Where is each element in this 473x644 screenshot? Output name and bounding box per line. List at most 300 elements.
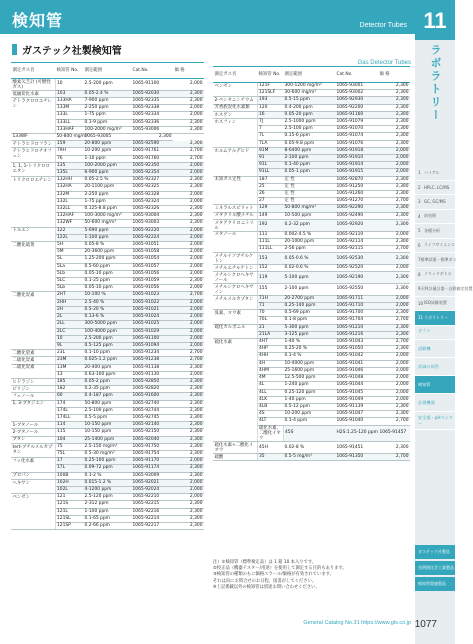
tube-number-cell: 9L bbox=[55, 342, 83, 349]
range-cell: 1-240 ppm bbox=[283, 382, 335, 389]
cat-number-cell: 1065-92335 bbox=[131, 98, 173, 105]
sidebar-item-label: 前処理 bbox=[424, 213, 436, 219]
cat-number-cell: 1065-91170 bbox=[131, 458, 173, 465]
range-cell: 定 性 bbox=[283, 176, 335, 183]
cat-number-cell: 1065-92217 bbox=[131, 522, 173, 529]
gas-name-cell: ヘキサン bbox=[11, 479, 55, 493]
tube-number-cell: 100B bbox=[55, 472, 83, 479]
range-cell: 2.5-1000 ppm bbox=[283, 119, 335, 126]
sidebar-sub-item[interactable]: ガラス bbox=[415, 322, 455, 340]
tube-number-cell: 149 bbox=[257, 212, 283, 219]
tube-number-cell: 4M bbox=[257, 375, 283, 382]
tube-number-cell: 91M bbox=[257, 147, 283, 154]
tube-number-cell: 5M bbox=[55, 249, 83, 256]
sidebar-brand-item[interactable]: 光明理化学工業製品 bbox=[415, 561, 455, 575]
price-cell: 2,700 bbox=[378, 317, 410, 324]
range-cell: 100-2000 mg/m³ bbox=[83, 126, 131, 133]
gas-name-cell: 硫化水素 bbox=[213, 339, 257, 442]
tube-number-cell: 102L bbox=[55, 486, 83, 493]
price-cell: 2,300 bbox=[378, 212, 410, 219]
cat-number-cell: 1065-93005 bbox=[83, 134, 131, 141]
range-cell: 0.025-1.2 ppm bbox=[83, 357, 131, 364]
column-header: 価 格 bbox=[173, 63, 204, 79]
tube-number-cell: 91LL bbox=[257, 169, 283, 176]
tube-number-cell: 7LA bbox=[257, 140, 283, 147]
cat-number-cell: 1065-92115 bbox=[335, 246, 378, 253]
cat-number-cell: 1065-91174 bbox=[131, 465, 173, 472]
cat-number-cell: 1065-91048 bbox=[335, 375, 378, 382]
price-cell: 2,300 bbox=[378, 90, 410, 97]
cat-number-cell: 1065-91100 bbox=[131, 335, 173, 342]
tube-number-cell: 5H bbox=[55, 242, 83, 249]
range-cell: 25-1600 ppm bbox=[283, 367, 335, 374]
price-cell: 2,000 bbox=[378, 353, 410, 360]
range-cell: 20-1100 ppm bbox=[83, 184, 131, 191]
price-cell: 2,000 bbox=[173, 486, 204, 493]
cat-number-cell: 1065-91023 bbox=[131, 292, 173, 299]
price-cell: 2,300 bbox=[378, 111, 410, 118]
tube-number-cell: 27 bbox=[257, 198, 283, 205]
tube-number-cell: 104 bbox=[55, 436, 83, 443]
sub-index bbox=[415, 322, 455, 430]
cat-number-cell: 1065-92021 bbox=[131, 479, 173, 486]
price-cell: 2,700 bbox=[378, 454, 410, 461]
range-cell: 2-100 ppm bbox=[283, 284, 335, 296]
price-cell: 2,700 bbox=[173, 148, 204, 155]
price-cell: 2,700 bbox=[378, 418, 410, 425]
price-cell: 2,300 bbox=[378, 191, 410, 198]
tube-number-cell: 132HH bbox=[55, 177, 83, 184]
tube-number-cell: 174 bbox=[55, 400, 83, 407]
table-row bbox=[11, 494, 204, 501]
cat-number-cell: 1065-92290 bbox=[335, 205, 378, 212]
table-row bbox=[11, 436, 204, 443]
sidebar-sub-item[interactable]: 詳細の保管 bbox=[415, 358, 455, 376]
table-row bbox=[11, 458, 204, 465]
tube-number-cell: 133L bbox=[55, 112, 83, 119]
price-cell: 2,300 bbox=[173, 414, 204, 421]
cat-number-cell: 1065-92140 bbox=[131, 422, 173, 429]
cat-number-cell: 1065-92215 bbox=[131, 501, 173, 508]
tube-number-cell: 133HA bbox=[55, 98, 83, 105]
range-cell: 0.15-6 ppm bbox=[283, 133, 335, 140]
price-cell: 2,300 bbox=[173, 501, 204, 508]
tube-number-cell: 17 bbox=[55, 458, 83, 465]
sidebar-item[interactable] bbox=[415, 210, 455, 225]
price-cell: 2,700 bbox=[173, 350, 204, 357]
tube-number-cell: 185 bbox=[55, 378, 83, 385]
column-header: Cat.No. bbox=[335, 67, 378, 83]
tube-number-cell: 111L bbox=[257, 238, 283, 245]
sidebar-sub-item[interactable]: 試験機 bbox=[415, 340, 455, 358]
tube-number-cell: 121 bbox=[55, 494, 83, 501]
sidebar-item[interactable] bbox=[415, 239, 455, 254]
tube-number-cell: 119 bbox=[257, 272, 283, 284]
tube-number-cell: 132LL bbox=[55, 206, 83, 213]
cat-number-cell: 1065-91100 bbox=[131, 79, 173, 91]
tube-number-cell: 132HA bbox=[55, 184, 83, 191]
cat-number-cell: 1065-92326 bbox=[131, 206, 173, 213]
price-cell: 2,300 bbox=[131, 134, 173, 141]
column-header: 測定ガス名 bbox=[213, 67, 257, 83]
table-row bbox=[213, 119, 410, 126]
tube-number-cell: 2HT bbox=[55, 292, 83, 299]
tube-number-cell: 71H bbox=[257, 295, 283, 302]
cat-number-cell: 1065-92216 bbox=[131, 508, 173, 515]
sidebar-item-number: 7 bbox=[418, 257, 421, 263]
tube-number-cell: 5La bbox=[55, 263, 83, 270]
page-number: 1077 bbox=[414, 619, 437, 630]
range-cell: 25-1400 ppm bbox=[83, 436, 131, 443]
table-row bbox=[11, 242, 204, 249]
price-cell: 2,000 bbox=[173, 270, 204, 277]
gas-name-cell: 2-ブタノール bbox=[11, 429, 55, 436]
table-row bbox=[213, 454, 410, 461]
price-cell: 2,300 bbox=[378, 205, 410, 212]
range-cell: 0.5-12 ppm bbox=[283, 403, 335, 410]
range-cell: 0.5-125 ppm bbox=[83, 342, 131, 349]
table-row bbox=[11, 472, 204, 479]
sidebar-item[interactable] bbox=[415, 181, 455, 196]
sidebar-item-label: HPLC, LC/MS bbox=[424, 184, 450, 190]
cat-number-cell: 1065-91029 bbox=[131, 328, 173, 335]
cat-number-cell: 1065-91044 bbox=[335, 382, 378, 389]
table-row bbox=[213, 212, 410, 219]
range-cell: 0.05-10 ppm bbox=[83, 285, 131, 292]
range-cell: 10-100 % bbox=[83, 292, 131, 299]
range-cell: 100-3000 mg/m³ bbox=[83, 213, 131, 220]
price-cell: 2,000 bbox=[173, 285, 204, 292]
note-line: ※上記掲載以外の検知管は別途お問い合わせください。 bbox=[213, 584, 320, 590]
price-cell: 2,000 bbox=[173, 314, 204, 321]
sidebar-item-label: ISO試験装置 bbox=[424, 300, 447, 306]
table-row bbox=[11, 429, 204, 436]
price-cell: 2,300 bbox=[173, 278, 204, 285]
tube-number-cell: 114 bbox=[55, 422, 83, 429]
section-subtitle: Gas Detector Tubes bbox=[357, 60, 411, 66]
sidebar-sub-item[interactable]: 計測機器 bbox=[415, 394, 455, 412]
cat-number-cell: 1065-91270 bbox=[335, 198, 378, 205]
table-row bbox=[11, 141, 204, 148]
tube-number-cell: 2LL bbox=[55, 321, 83, 328]
tube-number-cell: 121SL bbox=[55, 515, 83, 522]
range-cell: 1-40 % bbox=[283, 339, 335, 346]
table-row bbox=[213, 205, 410, 212]
table-row bbox=[213, 295, 410, 302]
section-heading bbox=[12, 42, 122, 57]
table-row bbox=[213, 265, 410, 272]
tube-number-cell: 7L bbox=[257, 133, 283, 140]
gas-name-cell: 硫酸 bbox=[213, 454, 257, 461]
tube-number-cell: 132WF bbox=[55, 220, 83, 227]
sidebar-item-number: 1 bbox=[418, 170, 421, 176]
range-cell: 0.1-65 ppm bbox=[83, 515, 131, 522]
cat-number-cell: 1065-92550 bbox=[335, 284, 378, 296]
price-cell: 2,300 bbox=[378, 284, 410, 296]
sidebar-item[interactable] bbox=[415, 166, 455, 181]
sidebar-brand-item[interactable]: ガステック社製品 bbox=[415, 545, 455, 559]
range-cell: 2.5-100 ppm bbox=[283, 126, 335, 133]
range-cell: 2-100 ppm bbox=[283, 155, 335, 162]
range-cell: 5-690 ppm bbox=[83, 227, 131, 234]
price-cell: 2,300 bbox=[173, 400, 204, 407]
page-subtitle: Detector Tubes bbox=[359, 22, 407, 29]
cat-number-cell: 1065-91130 bbox=[131, 371, 173, 378]
sidebar-item[interactable] bbox=[415, 253, 455, 268]
table-row bbox=[11, 393, 204, 400]
tube-number-cell: 102H bbox=[55, 479, 83, 486]
cat-number-cell: 1065-92334 bbox=[131, 112, 173, 119]
tube-number-cell: 5LC bbox=[55, 278, 83, 285]
cat-number-cell: 1065-91050 bbox=[335, 346, 378, 353]
range-cell: 8-6400 ppm bbox=[283, 147, 335, 154]
table-row bbox=[213, 253, 410, 265]
table-row bbox=[11, 177, 204, 184]
gas-name-cell: ピリジン bbox=[11, 386, 55, 393]
cat-number-cell: 1065-91074 bbox=[335, 133, 378, 140]
price-cell: 2,000 bbox=[378, 367, 410, 374]
sidebar-item[interactable] bbox=[415, 297, 455, 312]
range-cell: 0.13-6 % bbox=[83, 314, 131, 321]
cat-number-cell: 1065-91058 bbox=[131, 249, 173, 256]
tube-number-cell: 26 bbox=[257, 191, 283, 198]
sidebar-item[interactable] bbox=[415, 268, 455, 283]
range-cell: 0.4-200 ppm bbox=[283, 104, 335, 111]
gas-name-cell: テトラクロロエチレン bbox=[11, 98, 55, 134]
tube-number-cell: 121L bbox=[55, 508, 83, 515]
range-cell: 1-40 ppm bbox=[283, 396, 335, 403]
cat-number-cell: 1065-91076 bbox=[335, 140, 378, 147]
range-cell: 2.5-200 ppm bbox=[83, 335, 131, 342]
sidebar-item-number: 5 bbox=[418, 228, 421, 234]
sidebar-brand-item[interactable]: 検知管関連製品 bbox=[415, 577, 455, 591]
cat-number-cell: 1065-92850 bbox=[131, 378, 173, 385]
cat-number-cell: 1065-92744 bbox=[131, 407, 173, 414]
range-cell: 0.02-0.6 % bbox=[283, 265, 335, 272]
cat-number-cell: 1065-92530 bbox=[335, 253, 378, 265]
range-cell: 10-200 ppm bbox=[283, 411, 335, 418]
range-cell: 1-100 ppm bbox=[83, 508, 131, 515]
note-line: ③検知管の種類のもに価格エラール/価格が有効されています。 bbox=[213, 572, 334, 578]
price-cell: 2,300 bbox=[173, 436, 204, 443]
cat-number-cell: 1065-92820 bbox=[131, 386, 173, 393]
gas-name-cell: 硫化カルボニル bbox=[213, 324, 257, 338]
range-cell: 20-800 ppm bbox=[83, 141, 131, 148]
price-cell: 2,300 bbox=[173, 364, 204, 371]
price-cell: 2,300 bbox=[378, 183, 410, 190]
table-row bbox=[213, 231, 410, 238]
cat-number-cell: 1065-93006 bbox=[131, 126, 173, 133]
table-row bbox=[213, 147, 410, 154]
range-cell: 0.2-32 ppm bbox=[283, 219, 335, 231]
gas-name-cell: 未知ガス定性 bbox=[213, 176, 257, 205]
cat-number-cell: 1065-91600 bbox=[131, 393, 173, 400]
price-cell: 2,000 bbox=[378, 231, 410, 238]
gas-name-cell: メチルシクロヘキサノール bbox=[213, 272, 257, 284]
sidebar-item-number: 11 bbox=[418, 315, 424, 321]
price-cell: 2,000 bbox=[173, 342, 204, 349]
gas-name-cell: 芳香族炭化水素類 bbox=[213, 104, 257, 111]
gas-name-cell: 硫化水素、二酸化イオウ bbox=[257, 425, 283, 442]
tube-number-cell: 4LK bbox=[257, 396, 283, 403]
sidebar-item-number: 6 bbox=[418, 242, 421, 248]
cat-number-cell: 1065-91057 bbox=[131, 263, 173, 270]
price-cell: 2,300 bbox=[378, 97, 410, 104]
gas-name-cell: ホスフィン bbox=[213, 119, 257, 148]
gas-name-cell: 2-ペンタニンチウム bbox=[213, 97, 257, 104]
range-cell: 100-4000 ppm bbox=[83, 328, 131, 335]
range-cell: 10-150 ppm bbox=[83, 429, 131, 436]
gas-name-cell: メタノール bbox=[213, 231, 257, 253]
sidebar-item-label: 各種分析 bbox=[424, 227, 440, 233]
cat-number-cell: 1065-91056 bbox=[131, 285, 173, 292]
price-cell: 2,000 bbox=[378, 303, 410, 310]
sidebar-item[interactable] bbox=[415, 282, 473, 297]
cat-number-cell: 1065-91138 bbox=[131, 364, 173, 371]
table-row bbox=[213, 111, 410, 118]
range-cell: 0.4-187 ppm bbox=[83, 393, 131, 400]
cat-number-cell: 1065-91700 bbox=[335, 310, 378, 317]
cat-number-cell: 1065-91910 bbox=[335, 155, 378, 162]
detector-table-right bbox=[213, 66, 410, 461]
tube-number-cell: 13 bbox=[55, 371, 83, 378]
section-marker bbox=[12, 44, 17, 55]
column-header: Cat.No. bbox=[131, 63, 173, 79]
cat-number-cell: 1065-91040 bbox=[335, 418, 378, 425]
gas-name-cell: 硫化水素+二酸化イオウ bbox=[213, 442, 257, 454]
price-cell: 2,700 bbox=[173, 155, 204, 162]
range-cell: 7-900 ppm bbox=[83, 98, 131, 105]
cat-number-cell: 1065-92920 bbox=[335, 219, 378, 231]
column-header: 測定範囲 bbox=[83, 63, 131, 79]
range-cell: 定 性 bbox=[283, 198, 335, 205]
table-row bbox=[11, 79, 204, 91]
column-header: 測定範囲 bbox=[283, 67, 335, 83]
range-cell: 1.25-200 ppm bbox=[83, 256, 131, 263]
gas-name-cell: フェノール bbox=[11, 393, 55, 400]
cat-number-cell: 1065-91059 bbox=[131, 278, 173, 285]
tube-number-cell: 4HT bbox=[257, 339, 283, 346]
cat-number-cell: 1065-91070 bbox=[335, 126, 378, 133]
tube-number-cell: 79H bbox=[55, 148, 83, 155]
tube-number-cell: 122L bbox=[55, 234, 83, 241]
price-cell: 2,300 bbox=[378, 119, 410, 126]
table-row bbox=[11, 386, 204, 393]
range-cell: 50-800 mg/m³ bbox=[56, 134, 89, 140]
price-cell: 2,300 bbox=[378, 219, 410, 231]
cat-number-cell: 1065-91160 bbox=[335, 111, 378, 118]
cat-number-cell: 1065-92325 bbox=[131, 184, 173, 191]
tube-number-cell: 71 bbox=[257, 303, 283, 310]
table-row bbox=[213, 219, 410, 231]
table-row bbox=[11, 378, 204, 385]
cat-number-cell: 1065-91045 bbox=[335, 389, 378, 396]
tube-number-cell: 187 bbox=[257, 176, 283, 183]
price-cell: 2,000 bbox=[378, 169, 410, 176]
tube-number-cell: 174LL bbox=[55, 414, 83, 421]
table-row bbox=[11, 98, 204, 105]
gas-name-cell: メタクリル酸メチル bbox=[213, 212, 257, 219]
range-cell: 0.05-2 ppm bbox=[83, 378, 131, 385]
cat-number-cell: 1065-91046 bbox=[335, 367, 378, 374]
table-row bbox=[11, 162, 204, 169]
price-cell: 2,300 bbox=[173, 407, 204, 414]
table-row bbox=[11, 292, 204, 299]
price-cell: 2,300 bbox=[173, 220, 204, 227]
cat-number-cell: 1065-92745 bbox=[131, 414, 173, 421]
gas-name-cell: メチルシクロヘキサノン bbox=[213, 284, 257, 296]
cat-number-cell: 1065-92150 bbox=[131, 429, 173, 436]
range-cell: 4-1200 ppm bbox=[83, 486, 131, 493]
range-cell: 0.1-8 ppm bbox=[283, 317, 335, 324]
sidebar-sub-item[interactable]: 安全器・pHペンター bbox=[415, 412, 455, 430]
table-row bbox=[11, 350, 204, 357]
cat-number-cell: 1065-91704 bbox=[335, 317, 378, 324]
tube-number-cell: 111LL bbox=[257, 246, 283, 253]
price-cell: 2,300 bbox=[378, 104, 410, 111]
chapter-sidebar bbox=[415, 0, 473, 644]
cat-number-cell: 1065-91042 bbox=[335, 353, 378, 360]
cat-number-cell: 1065-91051 bbox=[131, 242, 173, 249]
price-cell: 2,700 bbox=[378, 198, 410, 205]
cat-number-cell: 1065-91710 bbox=[335, 303, 378, 310]
range-cell: 定 性 bbox=[283, 191, 335, 198]
price-cell: 2,300 bbox=[173, 472, 204, 479]
sidebar-item[interactable] bbox=[415, 195, 455, 210]
range-cell: 50-600 mg/m³ bbox=[83, 220, 131, 227]
tube-number-cell: 25 bbox=[257, 183, 283, 190]
table-row bbox=[213, 83, 410, 90]
table-notes bbox=[213, 560, 413, 591]
chapter-title: ラボラトリー bbox=[429, 44, 442, 122]
tube-number-cell: 4S bbox=[257, 411, 283, 418]
tube-number-cell: 193 bbox=[257, 97, 283, 104]
sidebar-sub-item[interactable]: 検知管 bbox=[415, 376, 455, 394]
range-cell: 2-56 ppm bbox=[283, 246, 335, 253]
price-cell: 2,300 bbox=[173, 429, 204, 436]
gas-name-cell: 二酸化硫黄 bbox=[11, 242, 55, 292]
cat-number-cell: 1065-93001 bbox=[335, 83, 378, 90]
range-cell: 0.015-1.2 % bbox=[83, 479, 131, 486]
tube-number-cell: 133HAF bbox=[55, 126, 83, 133]
price-cell: 2,000 bbox=[378, 147, 410, 154]
cat-number-cell: 1065-91238 bbox=[131, 357, 173, 364]
price-cell: 2,300 bbox=[173, 386, 204, 393]
tube-number-cell: 121F bbox=[257, 83, 283, 90]
page-header bbox=[0, 0, 415, 34]
cat-number-cell: 1065-92110 bbox=[335, 231, 378, 238]
tube-number-cell: 76 bbox=[55, 155, 83, 162]
cat-number-cell: 1065-91915 bbox=[335, 169, 378, 176]
tube-number-cell: 60 bbox=[55, 393, 83, 400]
price-cell: 2,300 bbox=[173, 90, 204, 97]
cat-number-cell: 1065-91250 bbox=[335, 183, 378, 190]
range-cell: 12.5-500 ppm bbox=[283, 375, 335, 382]
cat-number-cell: 1065-91024 bbox=[131, 314, 173, 321]
sidebar-item-number: 9 bbox=[418, 286, 421, 292]
range-cell: 0.05-2.5 % bbox=[83, 177, 131, 184]
sidebar-item-number: 4 bbox=[418, 213, 421, 219]
range-cell: 定 性 bbox=[283, 183, 335, 190]
range-cell: 0.5-15 ppm bbox=[283, 97, 335, 104]
sidebar-item[interactable] bbox=[415, 224, 455, 239]
tube-number-cell: 75 bbox=[55, 443, 83, 450]
range-cell: 0.05-10 ppm bbox=[83, 270, 131, 277]
tube-number-cell: 133M bbox=[55, 105, 83, 112]
price-cell: 2,000 bbox=[173, 263, 204, 270]
range-cell: 2.5-120 ppm bbox=[83, 494, 131, 501]
range-cell: 1-10 ppm bbox=[83, 155, 131, 162]
